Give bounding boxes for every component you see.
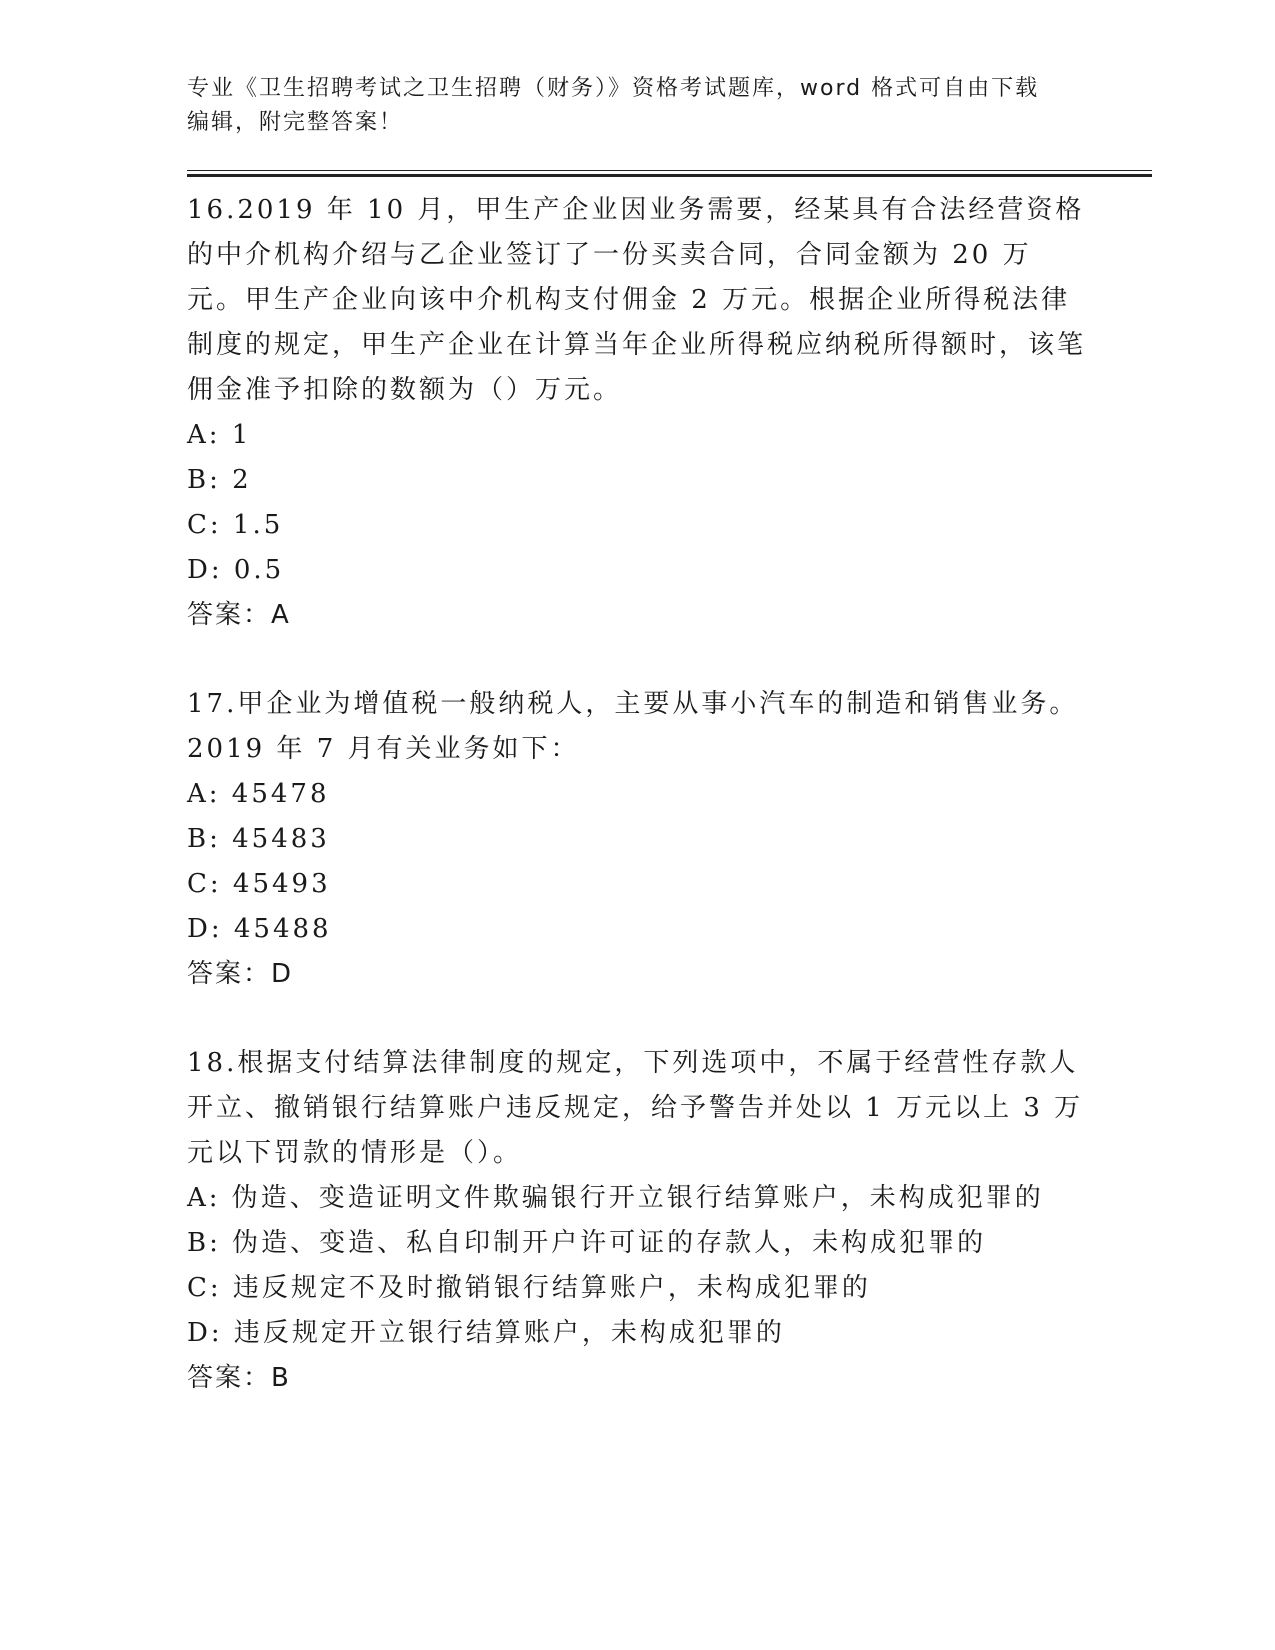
question-16 bbox=[187, 188, 1087, 638]
question-stem: 18.根据支付结算法律制度的规定，下列选项中，不属于经营性存款人开立、撤销银行结算账户违反规定，给予警告并处以 1 万元以上 3 万元以下罚款的情形是（）。 bbox=[187, 1048, 1084, 1168]
question-stem: 17.甲企业为增值税一般纳税人，主要从事小汽车的制造和销售业务。2019 年 7 月有关业务如下： bbox=[187, 689, 1079, 764]
header-line-1: 专业《卫生招聘考试之卫生招聘（财务）》资格考试题库，word 格式可自由下载 bbox=[187, 76, 1040, 101]
option-d: D: 0.5 bbox=[187, 555, 285, 585]
question-list bbox=[187, 188, 1087, 1445]
question-18 bbox=[187, 1041, 1087, 1401]
option-a: A: 1 bbox=[187, 420, 252, 450]
option-b: B: 伪造、变造、私自印制开户许可证的存款人，未构成犯罪的 bbox=[187, 1228, 987, 1258]
answer-label: 答案：A bbox=[187, 600, 291, 630]
option-a: A: 伪造、变造证明文件欺骗银行开立银行结算账户，未构成犯罪的 bbox=[187, 1183, 1044, 1213]
option-d: D: 45488 bbox=[187, 914, 332, 944]
option-c: C: 1.5 bbox=[187, 510, 284, 540]
answer-label: 答案：D bbox=[187, 959, 294, 989]
answer-label: 答案：B bbox=[187, 1363, 291, 1393]
option-d: D: 违反规定开立银行结算账户，未构成犯罪的 bbox=[187, 1318, 785, 1348]
header-line-2: 编辑，附完整答案！ bbox=[187, 110, 404, 135]
question-stem: 16.2019 年 10 月，甲生产企业因业务需要，经某具有合法经营资格的中介机构介绍与乙企业签订了一份买卖合同，合同金额为 20 万元。甲生产企业向该中介机构支付佣金 2 万元。根据企业所得税法律制度的规定，甲生产企业在计算当年企业所得税应纳税所得额时，该笔佣金准予扣除的数额为（）万元。 bbox=[187, 195, 1087, 405]
header-divider-thin bbox=[187, 170, 1152, 171]
header-divider-thick bbox=[187, 174, 1152, 177]
question-17 bbox=[187, 682, 1087, 997]
option-b: B: 45483 bbox=[187, 824, 330, 854]
option-c: C: 违反规定不及时撤销银行结算账户，未构成犯罪的 bbox=[187, 1273, 871, 1303]
option-a: A: 45478 bbox=[187, 779, 330, 809]
option-c: C: 45493 bbox=[187, 869, 331, 899]
document-header bbox=[187, 72, 1067, 140]
option-b: B: 2 bbox=[187, 465, 252, 495]
